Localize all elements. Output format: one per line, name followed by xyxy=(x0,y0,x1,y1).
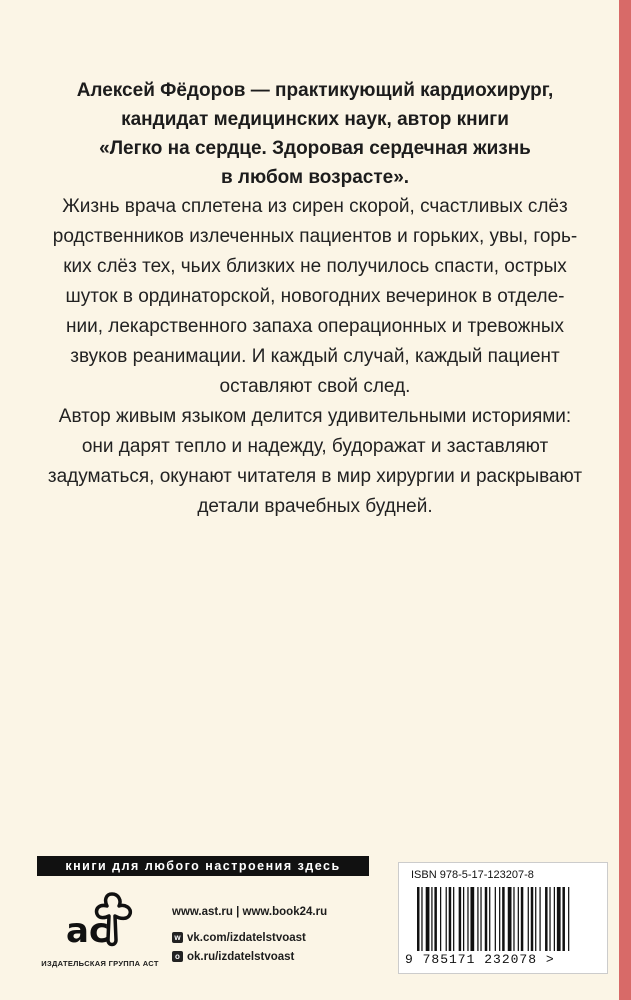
paragraph2-line-3: задуматься, окунают читателя в мир хирургии и раскрывают xyxy=(47,466,583,487)
author-intro-line-4: в любом возрасте». xyxy=(220,167,410,188)
vk-icon: w xyxy=(172,932,183,943)
paragraph2-line-2: они дарят тепло и надежду, будоражат и заставляют xyxy=(81,436,549,457)
ast-logo-icon xyxy=(62,890,138,956)
paragraph1-line-4: шуток в ординаторской, новогодних вечеринок в отделе- xyxy=(65,286,565,307)
paragraph1-line-3: ких слёз тех, чьих близких не получилось спасти, острых xyxy=(63,256,567,277)
right-accent-stripe xyxy=(619,0,631,1000)
paragraph2-line-1: Автор живым языком делится удивительными историями: xyxy=(58,406,572,427)
social-link-ok-text: ok.ru/izdatelstvoast xyxy=(187,950,295,963)
isbn-number: ISBN 978-5-17-123207-8 xyxy=(411,869,534,881)
social-link-ok[interactable] xyxy=(172,947,327,966)
publisher-links xyxy=(172,906,327,966)
ok-icon: o xyxy=(172,951,183,962)
author-intro-line-2: кандидат медицинских наук, автор книги xyxy=(121,109,509,130)
author-intro-line-1: Алексей Фёдоров — практикующий кардиохирург, xyxy=(76,80,554,101)
publisher-caption: ИЗДАТЕЛЬСКАЯ ГРУППА АСТ xyxy=(41,959,159,968)
barcode-panel xyxy=(398,862,608,974)
paragraph2-line-4: детали врачебных будней. xyxy=(197,496,433,517)
publisher-websites[interactable]: www.ast.ru | www.book24.ru xyxy=(172,906,328,918)
publisher-logo xyxy=(40,890,160,980)
barcode-bars xyxy=(417,887,589,951)
logo-letters: ac xyxy=(66,911,110,951)
barcode-digits: 9 785171 232078 > xyxy=(405,952,555,967)
paragraph1-line-7: оставляют свой след. xyxy=(219,376,411,397)
paragraph1-line-5: нии, лекарственного запаха операционных и тревожных xyxy=(66,316,564,337)
social-link-vk-text: vk.com/izdatelstvoast xyxy=(187,931,306,944)
paragraph1-line-2: родственников излеченных пациентов и горьких, увы, горь- xyxy=(52,226,578,247)
tagline-banner: книги для любого настроения здесь xyxy=(37,856,369,876)
social-link-vk[interactable] xyxy=(172,928,327,947)
blurb-text-block xyxy=(30,76,600,522)
paragraph1-line-1: Жизнь врача сплетена из сирен скорой, счастливых слёз xyxy=(62,196,568,217)
author-intro-line-3: «Легко на сердце. Здоровая сердечная жизнь xyxy=(99,138,531,159)
paragraph1-line-6: звуков реанимации. И каждый случай, каждый пациент xyxy=(70,346,560,367)
